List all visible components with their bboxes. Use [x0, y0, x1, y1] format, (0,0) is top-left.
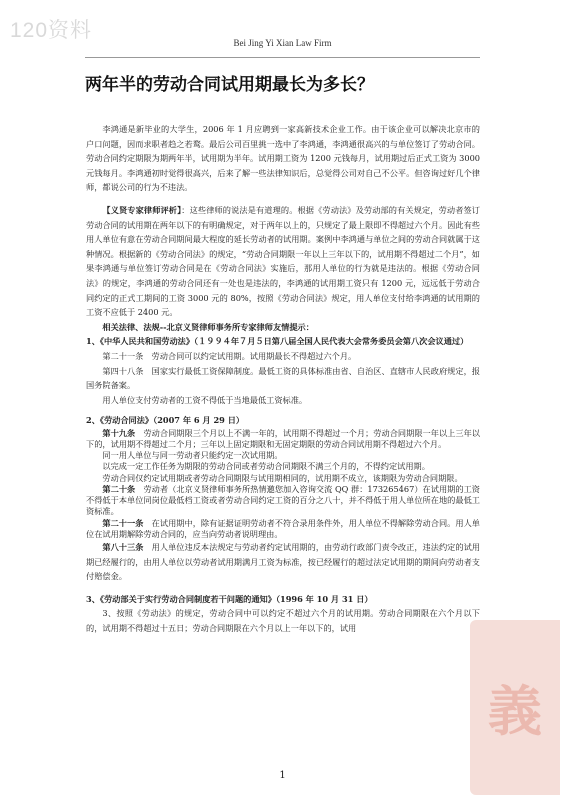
law2-art83-text: 用人单位违反本法规定与劳动者约定试用期的，由劳动行政部门责令改正，违法约定的试用期已经履行的，由用人单位以劳动者试用期满月工资为标准，按已经履行的超过法定试用期的期间向劳动者支付赔偿金。: [86, 541, 480, 582]
law2-art83: [86, 540, 480, 584]
law3-heading-date: （1996 年 10 月 31 日）: [275, 593, 373, 604]
commentary-text: ：这些律师的说法是有道理的。根据《劳动法》及劳动部的有关规定，劳动者签订劳动合同的试用期在两年以下的有明确规定，对于两年以上的，只规定了最上限即不得超过六个月。因此有些用人单位有意在劳动合同期间最大程度的延长劳动者的试用期。案例中李鸿通与单位之间的劳动合同就属于这种情况。根据新的《劳动合同法》的规定，“劳动合同期限一年以上三年以下的，试用期不得超过二个月”，如果李鸿通与单位签订劳动合同是在《劳动合同法》实施后，那用人单位的行为就是违法的。根据《劳动合同法》的规定，李鸿通的劳动合同还有一处也是违法的，李鸿通的试用期工资只有 1200 元，远远低于劳动合同约定的正式工期间的工资 3000 元的 80%，按照《劳动合同法》规定，用人单位支付给李鸿通的试用期的工资不应低于 2400 元。: [86, 204, 480, 318]
law2-art19-label: 第十九条: [102, 427, 136, 438]
commentary-paragraph: [86, 203, 480, 320]
law2-art20-label: 第二十条: [102, 483, 136, 494]
page-title: 两年半的劳动合同试用期最长为多长？: [85, 75, 374, 95]
law2-art21-label: 第二十一条: [102, 517, 144, 528]
red-seal-stamp: [470, 620, 560, 795]
law1-heading: [86, 334, 480, 349]
header-firm-name: Bei Jing Yi Xian Law Firm: [233, 38, 332, 48]
law2-heading-date: （2007 年 6 月 29 日）: [153, 415, 245, 426]
intro-paragraph: 李鸿通是新毕业的大学生，2006 年 1 月应聘到一家高新技术企业工作。由于该企业可以解决北京市的户口问题，因而求职者趋之若鹜。最后公司百里挑一选中了李鸿通，李鸿通很高兴的与单位签订了劳动合同。劳动合同约定期限为期两年半，试用期为半年。试用期工资为 1200 元钱每月，试用期过后正式工资为 3000 元钱每月。李鸿通初时觉得很高兴，后来了解一些法律知识后，总觉得公司对自己不公平。但咨询过好几个律师，都说公司的行为不违法。: [86, 124, 480, 193]
reminder-text: 相关法律、法规--北京义贤律师事务所专家律师友情提示：: [102, 321, 314, 332]
law2-heading: [86, 413, 480, 428]
law1-art21: 第二十一条 劳动合同可以约定试用期。试用期最长不得超过六个月。: [102, 350, 357, 361]
law2-art20-text: 劳动者（北京义贤律师事务所热情邀您加入咨询交流 QQ 群：173265467）在试用期的工资不得低于本单位同岗位最低档工资或者劳动合同约定工资的百分之八十，并不得低于用人单位所在地的最低工资标准。: [86, 483, 480, 517]
header-divider: [85, 57, 480, 58]
law2-art83-label: 第八十三条: [102, 541, 144, 552]
law2-art21-text: 在试用期中，除有证据证明劳动者不符合录用条件外，用人单位不得解除劳动合同。用人单位在试用期解除劳动合同的，应当向劳动者说明理由。: [86, 517, 480, 539]
law2-articles: [86, 428, 480, 540]
law2-art19-p4: 劳动合同仅约定试用期或者劳动合同期限与试用期相同的，试用期不成立，该期限为劳动合同期限。: [102, 472, 463, 483]
law3-heading-name: 3、《劳动部关于实行劳动合同制度若干问题的通知》: [86, 593, 276, 604]
seal-glyph: 義: [488, 679, 542, 743]
law2-art19: [86, 428, 480, 450]
law2-art21: [86, 518, 480, 540]
reminder-heading: [86, 320, 480, 335]
law1-art48b: 用人单位支付劳动者的工资不得低于当地最低工资标准。: [102, 394, 308, 405]
document-body: [86, 122, 480, 635]
law1-heading-text: 1、《中华人民共和国劳动法》（１９９４年７月５日第八届全国人民代表大会常务委员会第八次会议通过）: [86, 336, 469, 347]
law1-art48a: 第四十八条 国家实行最低工资保障制度。最低工资的具体标准由省、自治区、直辖市人民政府规定，报国务院备案。: [86, 365, 480, 391]
law2-art19-p2: 同一用人单位与同一劳动者只能约定一次试用期。: [102, 450, 283, 461]
law3-heading: [86, 592, 480, 607]
law2-art19-p3: 以完成一定工作任务为期限的劳动合同或者劳动合同期限不满三个月的，不得约定试用期。: [102, 461, 430, 472]
page-number: 1: [279, 770, 286, 781]
commentary-label: 【义贤专家律师评析】: [102, 204, 182, 215]
law2-heading-name: 2、《劳动合同法》: [86, 415, 154, 426]
watermark-text: 120资料: [10, 19, 93, 42]
law2-art19-text: 劳动合同期限三个月以上不满一年的，试用期不得超过一个月；劳动合同期限一年以上三年以下的，试用期不得超过二个月；三年以上固定期限和无固定期限的劳动合同试用期不得超过六个月。: [86, 427, 480, 450]
law3-text: 3、按照《劳动法》的规定，劳动合同中可以约定不超过六个月的试用期。劳动合同期限在六个月以下的，试用期不得超过十五日；劳动合同期限在六个月以上一年以下的，试用: [86, 608, 480, 633]
law2-art20: [86, 484, 480, 518]
